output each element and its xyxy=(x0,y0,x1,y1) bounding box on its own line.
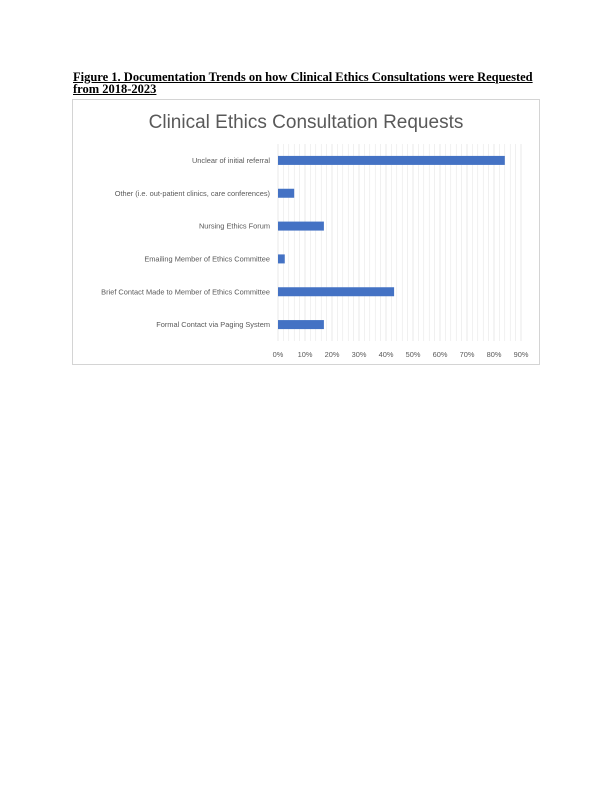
bar xyxy=(278,287,394,296)
bar xyxy=(278,156,505,165)
x-tick-label: 40% xyxy=(378,350,394,359)
x-tick-label: 70% xyxy=(459,350,475,359)
category-label: Brief Contact Made to Member of Ethics Committee xyxy=(101,287,270,297)
x-tick-label: 0% xyxy=(272,350,284,359)
category-label: Formal Contact via Paging System xyxy=(156,320,270,330)
chart-container xyxy=(72,99,540,365)
x-tick-label: 20% xyxy=(324,350,340,359)
bar xyxy=(278,320,324,329)
category-labels xyxy=(101,156,270,329)
x-tick-label: 50% xyxy=(405,350,421,359)
x-tick-label: 10% xyxy=(297,350,313,359)
chart-title: Clinical Ethics Consultation Requests xyxy=(148,112,464,133)
bar xyxy=(278,254,285,263)
category-label: Nursing Ethics Forum xyxy=(198,221,270,231)
bar-chart xyxy=(73,100,539,364)
x-tick-label: 90% xyxy=(513,350,529,359)
bar xyxy=(278,222,324,231)
x-tick-label: 30% xyxy=(351,350,367,359)
category-label: Emailing Member of Ethics Committee xyxy=(144,254,270,264)
bar xyxy=(278,189,294,198)
x-tick-label: 60% xyxy=(432,350,448,359)
category-label: Other (i.e. out-patient clinics, care conferences) xyxy=(114,188,270,198)
figure-caption: Figure 1. Documentation Trends on how Clinical Ethics Consultations were Requested from 2018-2023 xyxy=(73,70,533,96)
gridlines xyxy=(278,144,521,341)
x-tick-label: 80% xyxy=(486,350,502,359)
x-tick-labels xyxy=(273,350,529,359)
category-label: Unclear of initial referral xyxy=(191,156,270,166)
